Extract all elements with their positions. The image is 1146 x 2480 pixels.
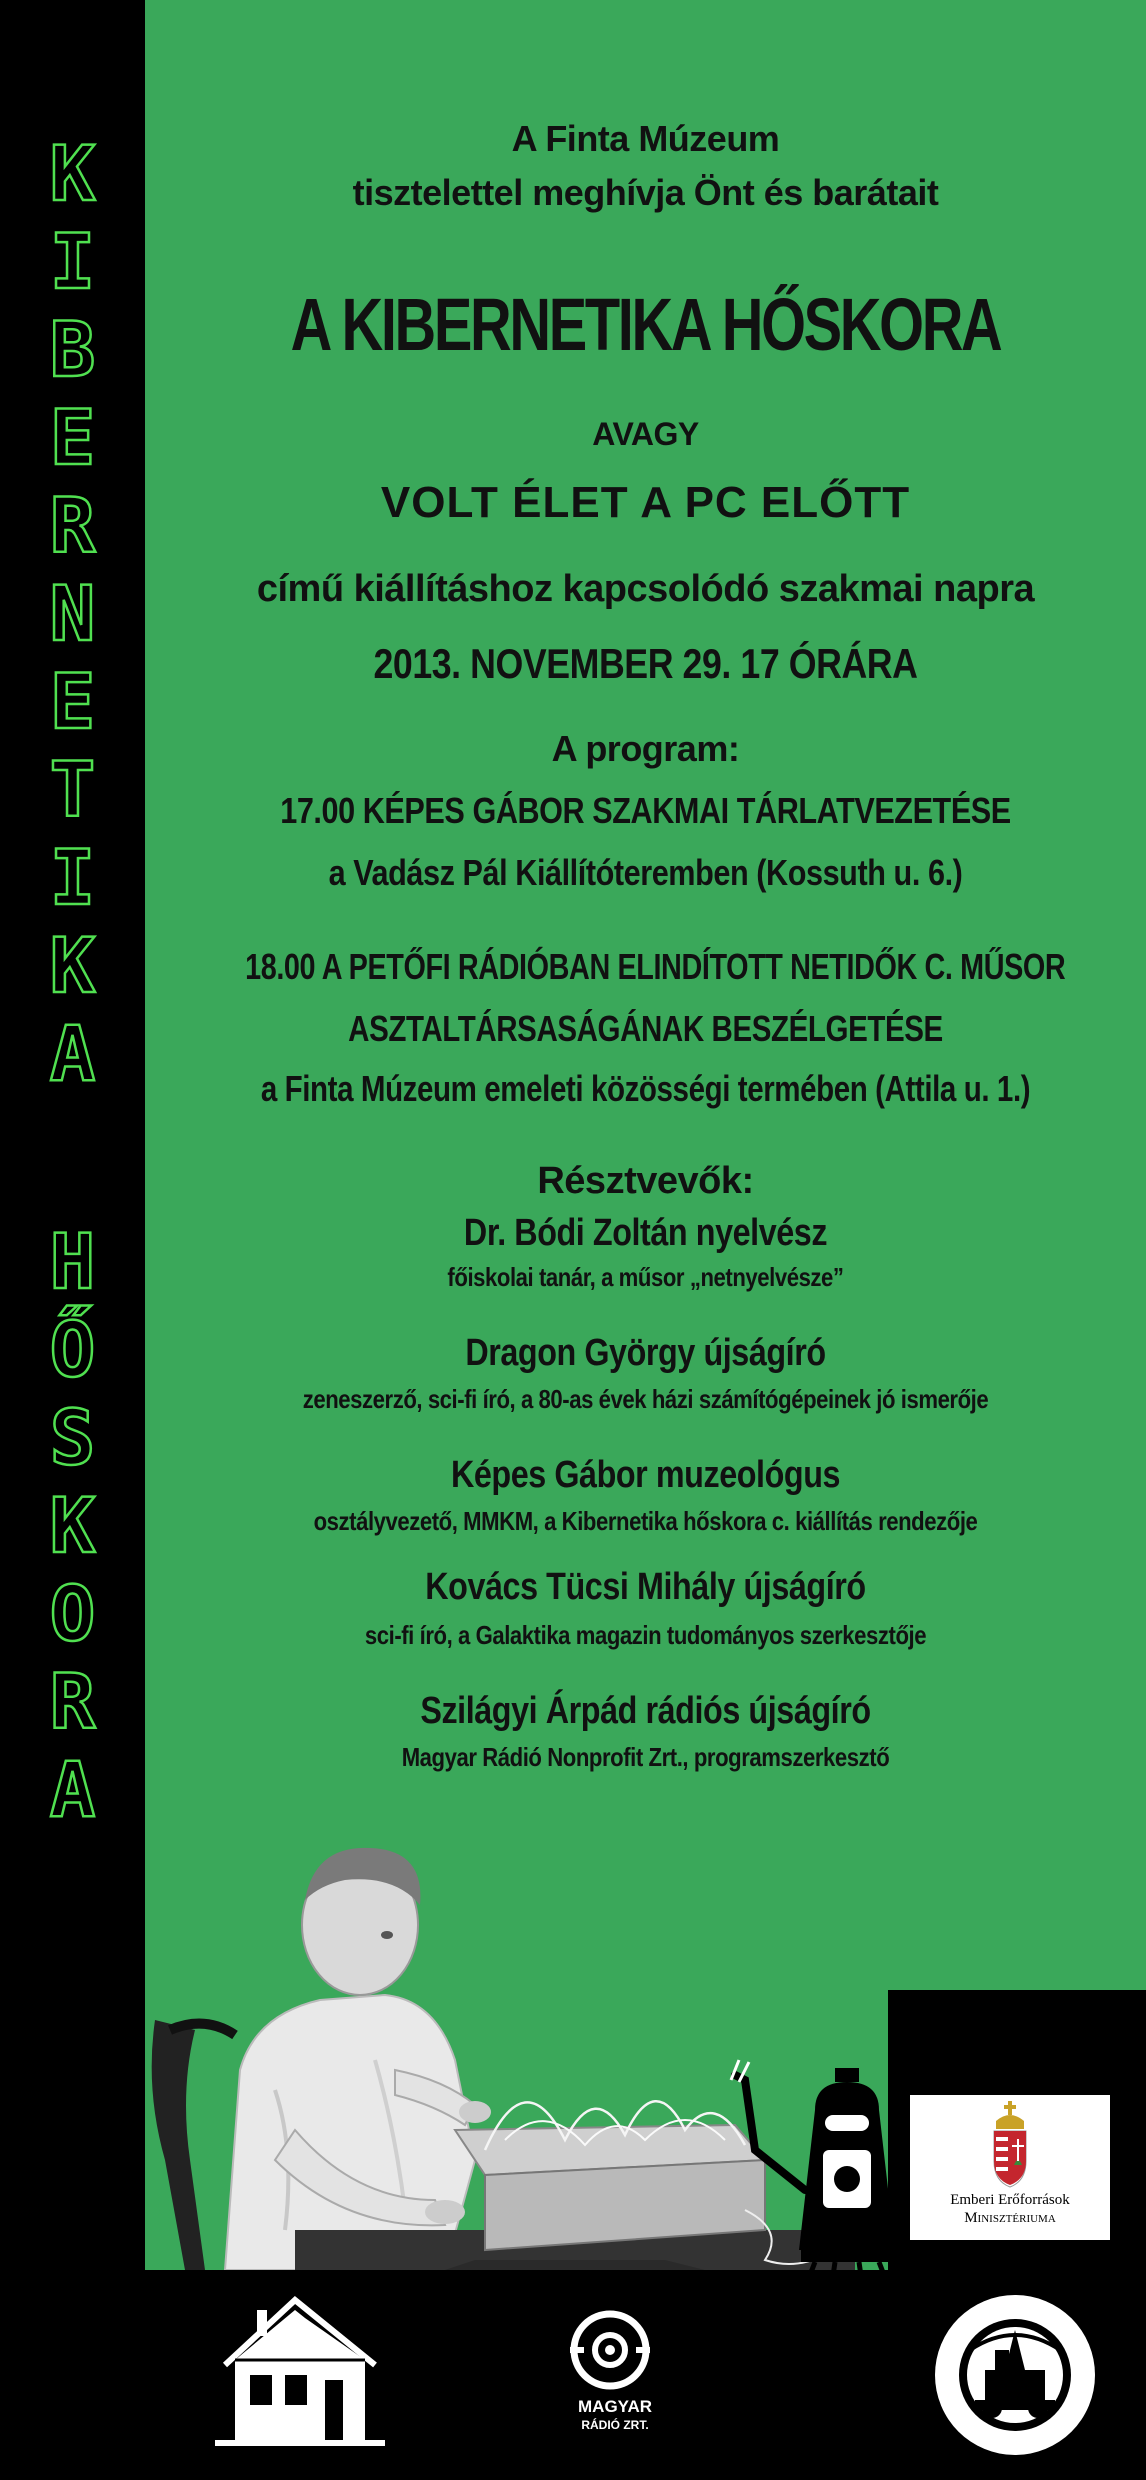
participant-role: főiskolai tanár, a műsor „netnyelvésze” — [447, 1262, 844, 1292]
ministry-line2: Minisztériuma — [964, 2210, 1056, 2226]
transport-museum-seal-icon — [930, 2290, 1100, 2460]
intro-line: című kiállításhoz kapcsolódó szakmai napra — [256, 568, 1035, 610]
program-item2-line3: a Finta Múzeum emeleti közösségi termében (Attila u. 1.) — [260, 1068, 1031, 1109]
radio-line1: MAGYAR — [578, 2397, 652, 2416]
vertical-letter: B — [49, 305, 96, 394]
participant-role: osztályvezető, MMKM, a Kibernetika hőskora c. kiállítás rendezője — [313, 1506, 978, 1536]
magyar-radio-wordmark — [540, 2398, 690, 2434]
footer-logos — [0, 2270, 1146, 2480]
avagy-line: AVAGY — [592, 416, 699, 452]
vertical-title-sidebar — [0, 0, 145, 2270]
participant-name: Dr. Bódi Zoltán nyelvész — [463, 1212, 828, 1254]
vertical-letter: H — [49, 1217, 96, 1306]
participant-name: Dragon György újságíró — [465, 1332, 826, 1374]
invitation-panel — [145, 0, 1146, 2270]
program-item1-line1: 17.00 KÉPES GÁBOR SZAKMAI TÁRLATVEZETÉSE — [280, 790, 1011, 831]
participant-role: Magyar Rádió Nonprofit Zrt., programszerkesztő — [401, 1742, 890, 1772]
vertical-letter: Ő — [49, 1305, 96, 1394]
invite-line: tisztelettel meghívja Önt és barátait — [352, 172, 939, 213]
ministry-name — [910, 2191, 1110, 2227]
program-item2-line1: 18.00 A PETŐFI RÁDIÓBAN ELINDÍTOTT NETIDŐK C. MŰSOR — [245, 946, 1066, 987]
program-item1-line2: a Vadász Pál Kiállítóteremben (Kossuth u. 6.) — [328, 852, 963, 893]
participant-name: Képes Gábor muzeológus — [450, 1454, 841, 1496]
vertical-word-kibernetika — [13, 130, 133, 1098]
vertical-letter: T — [49, 745, 96, 834]
vertical-letter: I — [49, 217, 96, 306]
hungarian-coat-of-arms-icon — [990, 2099, 1030, 2189]
program-item2-line2: ASZTALTÁRSASÁGÁNAK BESZÉLGETÉSE — [348, 1008, 943, 1049]
vertical-letter: O — [49, 1569, 96, 1658]
vertical-letter: A — [49, 1009, 96, 1098]
main-title: A KIBERNETIKA HŐSKORA — [290, 283, 1001, 366]
ministry-line1: Emberi Erőforrások — [950, 2192, 1070, 2208]
vertical-letter: A — [49, 1745, 96, 1834]
participant-role: zeneszerző, sci-fi író, a 80-as évek házi számítógépeinek jó ismerője — [302, 1384, 989, 1414]
subtitle-line: VOLT ÉLET A PC ELŐTT — [380, 478, 911, 527]
ministry-logo — [910, 2095, 1110, 2240]
vertical-letter: R — [49, 481, 96, 570]
finta-museum-house-icon — [215, 2290, 385, 2450]
participant-role: sci-fi író, a Galaktika magazin tudományos szerkesztője — [364, 1620, 927, 1650]
datetime-line: 2013. NOVEMBER 29. 17 ÓRÁRA — [373, 640, 918, 687]
vertical-letter: K — [49, 129, 96, 218]
vertical-letter: I — [49, 833, 96, 922]
participant-name: Szilágyi Árpád rádiós újságíró — [420, 1690, 871, 1732]
vertical-letter: S — [49, 1393, 96, 1482]
vertical-letter: N — [49, 569, 96, 658]
participants-heading: Résztvevők: — [537, 1160, 754, 1202]
magyar-radio-logo-icon — [568, 2308, 652, 2392]
vertical-letter: K — [49, 921, 96, 1010]
vertical-letter: R — [49, 1657, 96, 1746]
host-line: A Finta Múzeum — [511, 118, 780, 159]
vertical-letter: K — [49, 1481, 96, 1570]
vertical-letter: E — [49, 657, 96, 746]
participant-name: Kovács Tücsi Mihály újságíró — [425, 1566, 866, 1608]
program-heading: A program: — [551, 728, 740, 769]
vertical-word-hoskora — [13, 1218, 133, 1834]
radio-line2: RÁDIÓ ZRT. — [581, 2418, 649, 2432]
vertical-letter: E — [49, 393, 96, 482]
